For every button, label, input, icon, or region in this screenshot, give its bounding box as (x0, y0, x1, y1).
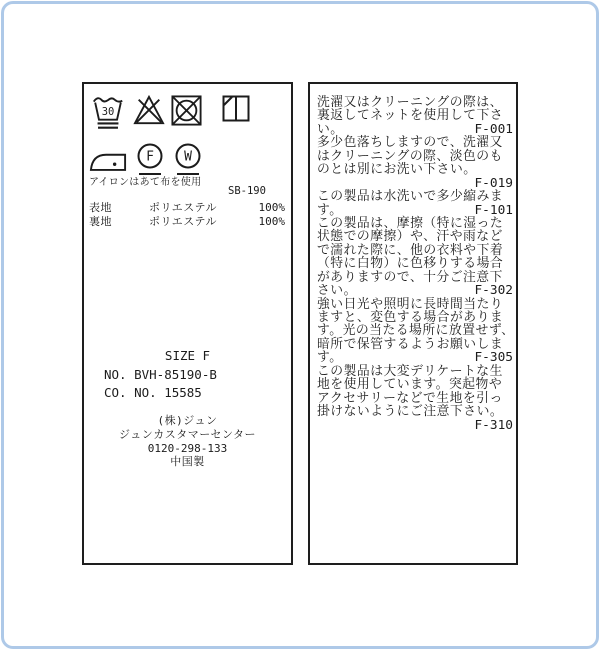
line-dry-in-shade-icon (222, 95, 250, 122)
customer-center: ジュンカスタマーセンター (118, 427, 257, 441)
care-line (317, 230, 513, 243)
care-line-code: F-101 (474, 202, 513, 218)
composition-row (89, 215, 285, 229)
care-line-code: F-310 (474, 417, 513, 433)
care-line (317, 109, 513, 122)
country-of-origin: 中国製 (170, 455, 205, 469)
composition-percent: 100% (258, 215, 285, 228)
wash-temp-label: 30 (101, 105, 115, 118)
care-line (317, 204, 513, 217)
care-line (317, 324, 513, 337)
dry-clean-letter: F (146, 149, 154, 165)
care-line-text: す。光の当たる場所に放置せず、 (317, 323, 515, 339)
care-line-code: F-302 (474, 283, 513, 299)
care-line (317, 419, 513, 432)
care-line (317, 405, 513, 418)
care-line-text: アクセサリーなどで生地を引っ (317, 390, 503, 406)
care-line (317, 298, 513, 311)
care-line-text: ますと、変色する場合がありま (317, 310, 504, 325)
do-not-bleach-icon (133, 95, 165, 125)
care-line-text: 地を使用しています。突起物や (317, 377, 503, 393)
care-line-text: 多少色落ちしますので、洗濯又 (317, 135, 503, 151)
composition-material: ポリエステル (149, 201, 218, 214)
care-line (317, 257, 513, 270)
care-line-text: 掛けないようにご注意下さい。 (317, 404, 504, 420)
care-line (317, 351, 513, 364)
company-name: (株)ジュン (157, 414, 218, 427)
care-label-left-panel (82, 82, 293, 565)
care-line-text: のとは別にお洗い下さい。 (317, 162, 477, 178)
care-line-text: この製品は水洗いで多少縮みま (317, 189, 504, 205)
care-line (317, 190, 513, 203)
care-line-text: （特に白物）に色移りする場合 (317, 256, 504, 272)
care-line-text: この製品は、摩擦（特に湿った (317, 215, 504, 231)
care-line (317, 136, 513, 149)
care-label-right-panel (308, 82, 518, 565)
style-code: SB-190 (228, 185, 266, 197)
do-not-tumble-dry-icon (171, 95, 202, 126)
care-line-text: で濡れた際に、他の衣料や下着 (317, 242, 504, 258)
care-line (317, 163, 513, 176)
care-line (317, 284, 513, 297)
wet-clean-letter: W (184, 149, 192, 165)
iron-note: アイロンはあて布を使用 (89, 177, 202, 188)
care-line-text: 暗所で保管するようお願いしま (317, 336, 504, 352)
care-line-code: F-305 (474, 350, 513, 366)
care-line-text: さい。 (317, 283, 357, 299)
care-line-text: す。 (317, 350, 343, 366)
wet-clean-gentle-icon (174, 143, 202, 177)
size-label: SIZE F (164, 348, 211, 363)
company-block (84, 414, 291, 469)
composition-table (89, 201, 285, 229)
care-line (317, 271, 513, 284)
care-line-text: い。 (317, 121, 344, 137)
care-line-code: F-019 (474, 175, 513, 191)
composition-part: 裏地 (89, 215, 112, 228)
wash-30-very-gentle-icon (91, 94, 125, 132)
care-line (317, 338, 513, 351)
phone-number: 0120-298-133 (147, 441, 228, 455)
dry-clean-petroleum-gentle-icon (136, 143, 164, 177)
care-line-text: 状態での摩擦）や、汗や雨など (317, 229, 503, 245)
iron-low-one-dot-icon (89, 146, 127, 173)
care-line-text: 裏返してネットを使用して下さ (317, 108, 504, 124)
product-number: NO. BVH-85190-B (104, 367, 217, 382)
care-line-text: 洗濯又はクリーニングの際は、 (317, 95, 503, 110)
composition-part: 表地 (89, 201, 112, 214)
care-line-text: 強い日光や照明に長時間当たり (317, 296, 504, 312)
care-line-text: がありますので、十分ご注意下 (317, 269, 503, 285)
company-order-number: CO. NO. 15585 (104, 385, 202, 400)
care-line-text: この製品は大変デリケートな生 (317, 363, 503, 379)
composition-row (89, 201, 285, 215)
care-line-code: F-001 (474, 121, 513, 137)
care-line (317, 378, 513, 391)
composition-material: ポリエステル (149, 215, 218, 228)
care-line-text: す。 (317, 202, 343, 218)
care-line-text: はクリーニングの際、淡色のも (317, 148, 503, 164)
care-instructions-text (317, 96, 513, 432)
composition-percent: 100% (258, 201, 285, 214)
